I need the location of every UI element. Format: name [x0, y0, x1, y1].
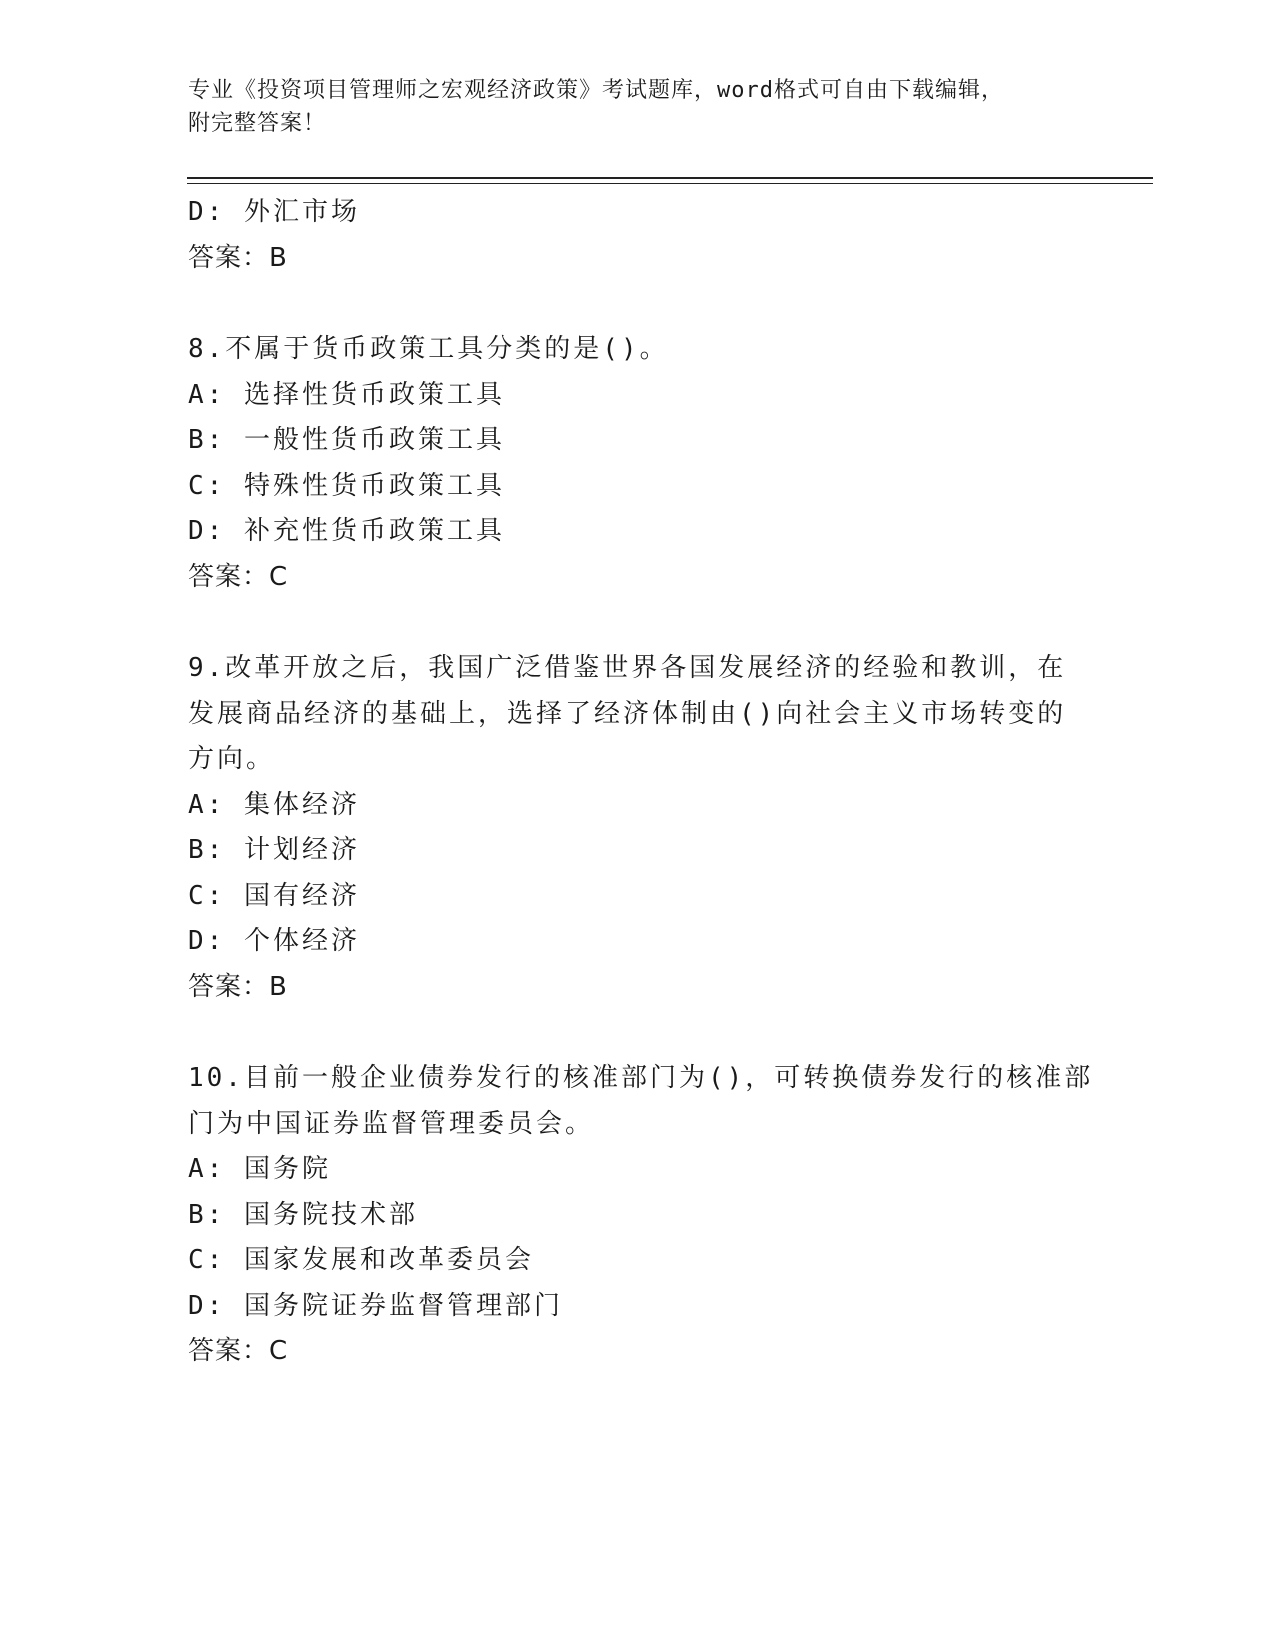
option-d: D: 外汇市场 [188, 197, 360, 227]
question-text-line-1: 10.目前一般企业债券发行的核准部门为()，可转换债券发行的核准部 [188, 1063, 1094, 1093]
option-c: C: 国家发展和改革委员会 [188, 1245, 534, 1275]
header-divider-thin [187, 183, 1153, 184]
question-text-line-2: 发展商品经济的基础上，选择了经济体制由()向社会主义市场转变的 [188, 698, 1067, 729]
option-b: B: 计划经济 [188, 835, 360, 865]
answer-line: 答案：B [188, 242, 288, 273]
option-d: D: 国务院证券监督管理部门 [188, 1290, 563, 1321]
option-d: D: 个体经济 [188, 926, 360, 956]
question-block-9 [188, 646, 1088, 1010]
question-text: 8.不属于货币政策工具分类的是()。 [188, 334, 669, 364]
option-c: C: 特殊性货币政策工具 [188, 470, 505, 501]
question-text-line-1: 9.改革开放之后，我国广泛借鉴世界各国发展经济的经验和教训，在 [188, 653, 1067, 683]
header-line-2: 附完整答案！ [188, 111, 327, 136]
spacer [188, 281, 1088, 327]
answer-line: 答案：C [188, 1336, 289, 1366]
option-a: A: 国务院 [188, 1154, 331, 1184]
question-text-line-2: 门为中国证券监督管理委员会。 [188, 1108, 595, 1139]
header-line-1: 专业《投资项目管理师之宏观经济政策》考试题库，word格式可自由下载编辑， [188, 78, 1004, 103]
question-text-line-3: 方向。 [188, 744, 276, 774]
option-a: A: 选择性货币政策工具 [188, 379, 505, 410]
option-a: A: 集体经济 [188, 789, 360, 820]
spacer [188, 1010, 1088, 1056]
question-block-8 [188, 327, 1088, 600]
question-block-prev [188, 190, 1088, 281]
option-b: B: 一般性货币政策工具 [188, 425, 505, 455]
header-divider-thick [187, 177, 1153, 179]
option-d: D: 补充性货币政策工具 [188, 516, 505, 546]
answer-line: 答案：C [188, 561, 289, 592]
document-header [188, 74, 1088, 140]
option-b: B: 国务院技术部 [188, 1199, 418, 1230]
question-block-10 [188, 1056, 1094, 1375]
answer-line: 答案：B [188, 971, 288, 1002]
spacer [188, 600, 1088, 646]
question-list [188, 190, 1094, 1375]
option-c: C: 国有经济 [188, 880, 360, 911]
